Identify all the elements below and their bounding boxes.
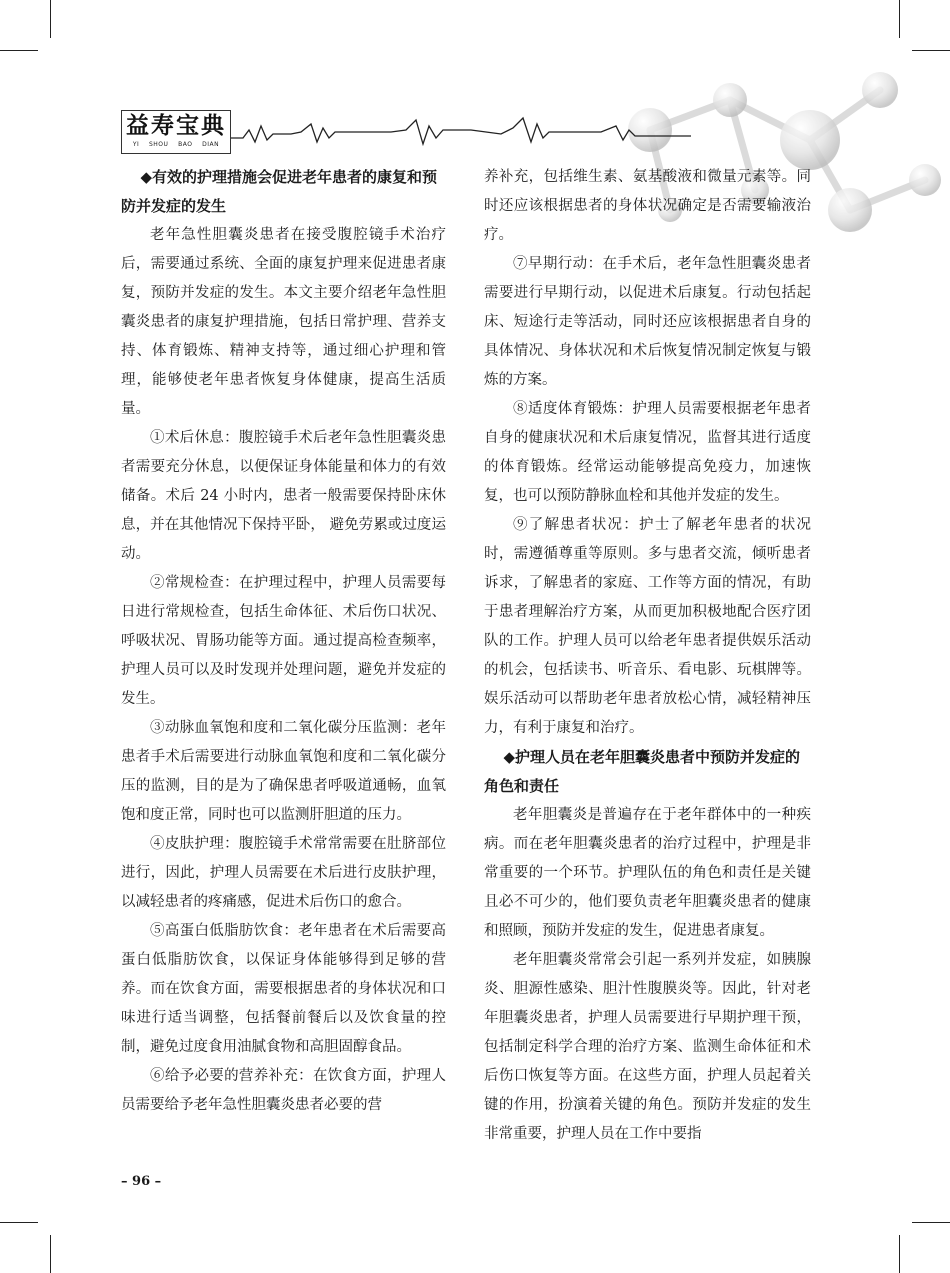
crop-mark <box>50 0 51 38</box>
paragraph-continuation: 养补充，包括维生素、氨基酸液和微量元素等。同时还应该根据患者的身体状况确定是否需要输液治疗。 <box>484 169 811 243</box>
pinyin-syllable: SHOU <box>148 141 169 148</box>
pinyin-syllable: YI <box>132 141 140 148</box>
page-number: – 96 – <box>121 1174 162 1189</box>
crop-mark <box>912 50 950 51</box>
pinyin-syllable: BAO <box>178 141 193 148</box>
section-heading: ◆有效的护理措施会促进老年患者的康复和预防并发症的发生 <box>121 168 438 215</box>
paragraph: ③动脉血氧饱和度和二氧化碳分压监测：老年患者手术后需要进行动脉血氧饱和度和二氧化碳分压的监测，目的是为了确保患者呼吸道通畅，血氧饱和度正常，同时也可以监测肝胆道的压力。 <box>121 720 446 823</box>
paragraph: ⑨了解患者状况：护士了解老年患者的状况时，需遵循尊重等原则。多与患者交流，倾听患者诉求，了解患者的家庭、工作等方面的情况，有助于患者理解治疗方案，从而更加积极地配合医疗团队的工作。护理人员可以给老年患者提供娱乐活动的机会，包括读书、听音乐、看电影、玩棋牌等。娱乐活动可以帮助老年患者放松心情，减轻精神压力，有利于康复和治疗。 <box>484 517 811 736</box>
paragraph: ⑧适度体育锻炼：护理人员需要根据老年患者自身的健康状况和术后康复情况，监督其进行适度的体育锻炼。经常运动能够提高免疫力，加速恢复，也可以预防静脉血栓和其他并发症的发生。 <box>484 401 811 504</box>
right-column <box>484 163 811 1149</box>
crop-mark <box>899 0 900 38</box>
paragraph: 老年胆囊炎是普遍存在于老年群体中的一种疾病。而在老年胆囊炎患者的治疗过程中，护理是非常重要的一个环节。护理队伍的角色和责任是关键且必不可少的，他们要负责老年胆囊炎患者的健康和照顾，预防并发症的发生，促进患者康复。 <box>484 807 811 939</box>
paragraph: ①术后休息：腹腔镜手术后老年急性胆囊炎患者需要充分休息，以便保证身体能量和体力的有效储备。术后 24 小时内，患者一般需要保持卧床休息，并在其他情况下保持平卧， 避免劳累或过度运动。 <box>121 430 446 562</box>
molecule-atom <box>828 188 872 232</box>
crop-mark <box>912 1222 950 1223</box>
paragraph: ⑤高蛋白低脂肪饮食：老年患者在术后需要高蛋白低脂肪饮食，以保证身体能够得到足够的营养。而在饮食方面，需要根据患者的身体状况和口味进行适当调整，包括餐前餐后以及饮食量的控制，避免过度食用油腻食物和高胆固醇食品。 <box>121 923 446 1055</box>
paragraph: ⑥给予必要的营养补充：在饮食方面，护理人员需要给予老年急性胆囊炎患者必要的营 <box>121 1068 446 1113</box>
section-heading: ◆护理人员在老年胆囊炎患者中预防并发症的角色和责任 <box>484 748 801 795</box>
molecule-atom <box>713 83 747 117</box>
heartbeat-line-icon <box>231 116 691 146</box>
crop-mark <box>0 50 38 51</box>
paragraph: ②常规检查：在护理过程中，护理人员需要每日进行常规检查，包括生命体征、术后伤口状况、呼吸状况、胃肠功能等方面。通过提高检查频率，护理人员可以及时发现并处理问题，避免并发症的发生。 <box>121 575 446 707</box>
paragraph: ④皮肤护理：腹腔镜手术常常需要在肚脐部位进行，因此，护理人员需要在术后进行皮肤护理，以减轻患者的疼痛感，促进术后伤口的愈合。 <box>121 836 446 910</box>
crop-mark <box>899 1235 900 1273</box>
left-column <box>121 163 446 1120</box>
crop-mark <box>0 1222 38 1223</box>
masthead-pinyin <box>122 141 230 149</box>
paragraph: 老年急性胆囊炎患者在接受腹腔镜手术治疗后，需要通过系统、全面的康复护理来促进患者康复，预防并发症的发生。本文主要介绍老年急性胆囊炎患者的康复护理措施，包括日常护理、营养支持、体育锻炼、精神支持等，通过细心护理和管理，能够使老年患者恢复身体健康，提高生活质量。 <box>121 227 446 417</box>
crop-mark <box>50 1235 51 1273</box>
molecule-atom <box>909 164 941 196</box>
paragraph: 老年胆囊炎常常会引起一系列并发症，如胰腺炎、胆源性感染、胆汁性腹膜炎等。因此，针对老年胆囊炎患者，护理人员需要进行早期护理干预，包括制定科学合理的治疗方案、监测生命体征和术后伤口恢复等方面。在这些方面，护理人员起着关键的作用，扮演着关键的角色。预防并发症的发生非常重要，护理人员在工作中要指 <box>484 952 811 1142</box>
molecule-atom <box>862 72 898 108</box>
masthead-title: 益寿宝典 <box>126 113 226 139</box>
pinyin-syllable: DIAN <box>202 141 220 148</box>
paragraph: ⑦早期行动：在手术后，老年急性胆囊炎患者需要进行早期行动，以促进术后康复。行动包括起床、短途行走等活动，同时还应该根据患者自身的具体情况、身体状况和术后恢复情况制定恢复与锻炼的方案。 <box>484 256 811 388</box>
molecule-atom <box>780 110 840 170</box>
masthead-logo <box>121 110 231 154</box>
